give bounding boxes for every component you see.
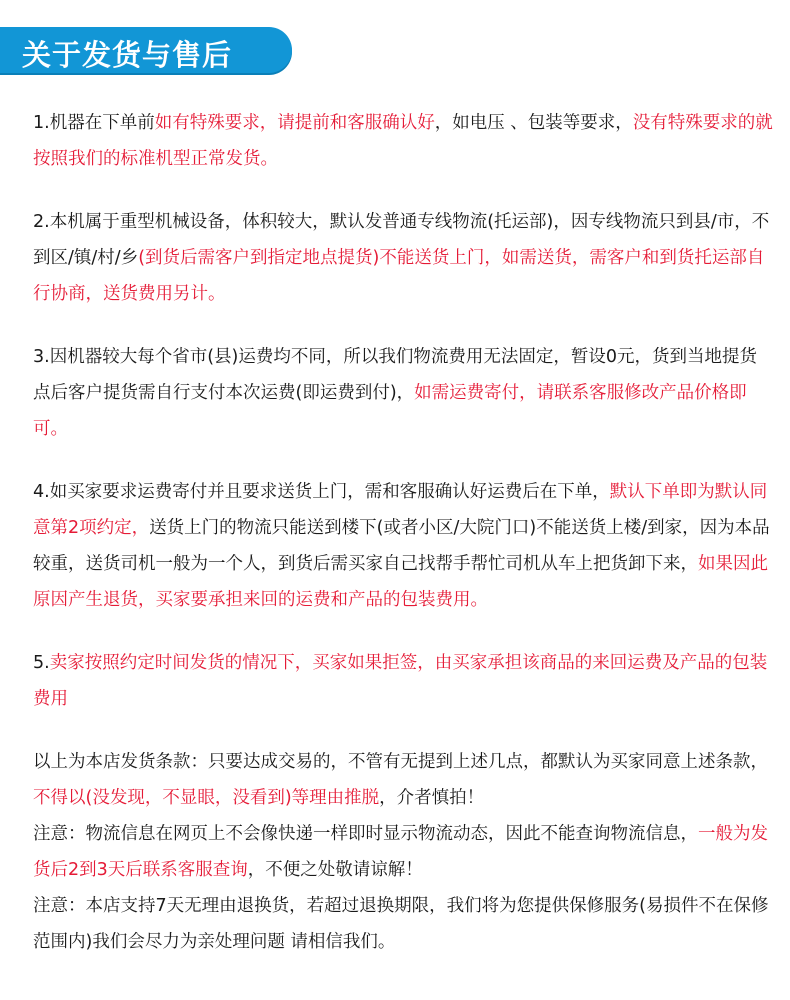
page-title: 关于发货与售后 xyxy=(22,38,233,72)
body-text: 注意：本店支持7天无理由退换货，若超过退换期限，我们将为您提供保修服务(易损件不在保修范围内)我们会尽力为亲处理问题 请相信我们。 xyxy=(33,896,769,952)
body-text: 送货上门的物流只能送到楼下(或者小区/大院门口)不能送货上楼/到家，因为本品较重，送货司机一般为一个人，到货后需买家自己找帮手帮忙司机从车上把货卸下来， xyxy=(33,518,770,574)
policy-paragraph xyxy=(33,474,773,618)
highlight-text: 默认下单即为默认同意第2项约定， xyxy=(33,482,768,538)
policy-paragraph xyxy=(33,744,773,960)
highlight-text: 卖家按照约定时间发货的情况下，买家如果拒签，由买家承担该商品的来回运费及产品的包装费用 xyxy=(33,653,768,709)
policy-paragraph xyxy=(33,645,773,717)
body-text: ，如电压 、包装等要求， xyxy=(434,113,633,133)
body-text: 4.如买家要求运费寄付并且要求送货上门，需和客服确认好运费后在下单， xyxy=(33,482,610,502)
body-text: 5. xyxy=(33,653,50,673)
body-text: 3.因机器较大每个省市(县)运费均不同，所以我们物流费用无法固定，暂设0元，货到当地提货点后客户提货需自行支付本次运费(即运费到付)， xyxy=(33,347,757,403)
header-banner xyxy=(0,27,292,73)
highlight-text: 一般为发货后2到3天后联系客服查询 xyxy=(33,824,768,880)
body-text: 2.本机属于重型机械设备，体积较大，默认发普通专线物流(托运部)，因专线物流只到县/市，不到区/镇/村/乡 xyxy=(33,212,770,268)
highlight-text: 如需运费寄付，请联系客服修改产品价格即可。 xyxy=(33,383,747,439)
highlight-text: 没有特殊要求的就按照我们的标准机型正常发货。 xyxy=(33,113,773,169)
policy-paragraph xyxy=(33,204,773,312)
body-text: 注意：物流信息在网页上不会像快递一样即时显示物流动态，因此不能查询物流信息， xyxy=(33,824,698,844)
highlight-text: (到货后需客户到指定地点提货)不能送货上门，如需送货，需客户和到货托运部自行协商，送货费用另计。 xyxy=(33,248,765,304)
highlight-text: 如有特殊要求，请提前和客服确认好 xyxy=(154,113,435,133)
body-text: ，不便之处敬请谅解！ xyxy=(247,860,423,880)
body-text: 1.机器在下单前 xyxy=(33,113,155,133)
highlight-text: 不得以(没发现，不显眼，没看到)等理由推脱 xyxy=(33,788,380,808)
policy-paragraph xyxy=(33,339,773,447)
body-text: ，介者慎拍！ xyxy=(379,788,485,808)
policy-paragraph xyxy=(33,105,773,177)
body-text: 以上为本店发货条款：只要达成交易的，不管有无提到上述几点，都默认为买家同意上述条款， xyxy=(33,752,768,772)
highlight-text: 如果因此原因产生退货，买家要承担来回的运费和产品的包装费用。 xyxy=(33,554,768,610)
policy-content xyxy=(33,105,773,960)
